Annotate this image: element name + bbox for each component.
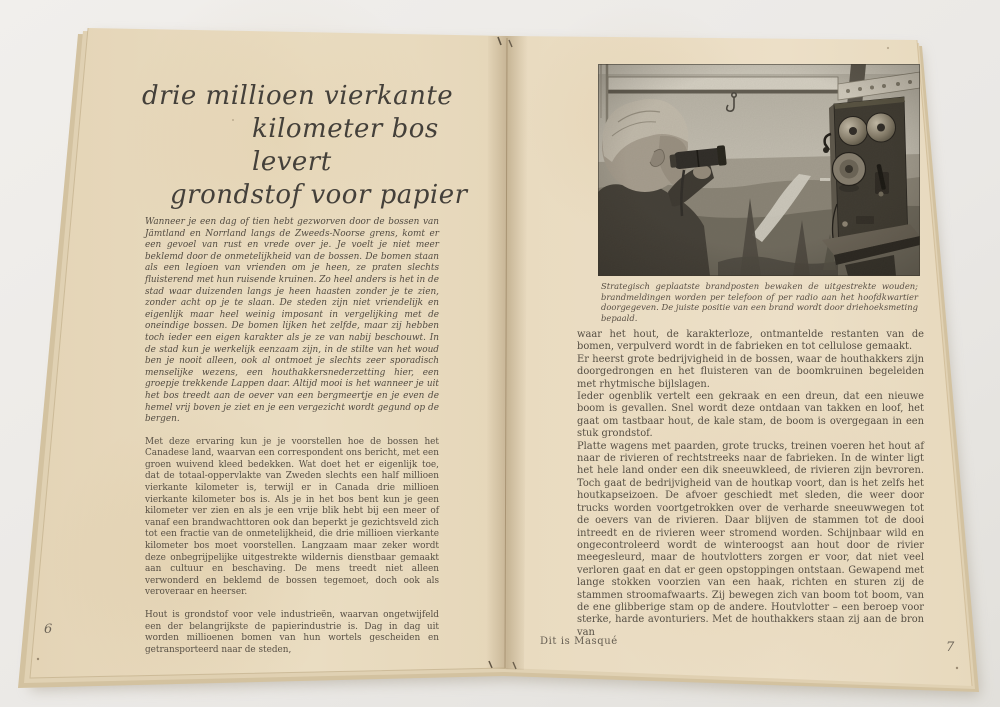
left-page-body [145, 217, 439, 656]
speck [37, 658, 39, 660]
speck [887, 47, 889, 49]
body-paragraph: Ieder ogenblik vertelt een gekraak en een dreun, dat een nieuwe boom is gevallen. Snel wordt deze ontdaan van takken en loof, het gaat om tastbaar hout, de kale stam, de boom is overgegaan in een stuk grondstof. [577, 391, 924, 440]
lookout-photo-art [598, 64, 920, 276]
title-line-1: drie millioen vierkante [142, 81, 454, 111]
running-footer: Dit is Masqué [540, 636, 618, 647]
body-paragraph: Hout is grondstof voor vele industrieën, waarvan ongetwijfeld een der belangrijkste de papierindustrie is. Dag in dag uit worden millioenen bomen van hun wortels gescheiden en getransporteerd naar de steden, [145, 610, 439, 655]
title-line-3: grondstof voor papier [170, 180, 468, 210]
speck [956, 667, 958, 669]
photo-grain [598, 64, 920, 276]
page-number-left: 6 [44, 622, 53, 637]
body-paragraph: Platte wagens met paarden, grote trucks, treinen voeren het hout af naar de rivieren of rechtstreeks naar de fabrieken. In de winter ligt het hele land onder een dik sneeuwkleed, de rivieren zijn bevroren. Toch gaat de bedrijvigheid van de houtkap voort, dan is het zelfs het houtkapseizoen. De afvoer geschiedt met sleden, die weer door trucks worden voortgetrokken over de verharde sneeuwwegen tot de oevers van de rivieren. Daar blijven de stammen tot de dooi intreedt en de rivieren weer stromend worden. Schijnbaar wild en ongecontroleerd wordt de winteroogst aan hout door de rivier meegesleurd, maar de houtvlotters zorgen er voor, dat niet veel verloren gaat en dat er geen opstoppingen ontstaan. Gewapend met lange stokken voorzien van een haak, richten en sturen zij de stammen stroomafwaarts. Zij bewegen zich van boom tot boom, van de ene glibberige stam op de andere. Houtvlotter – een beroep voor sterke, harde avonturiers. Met de houthakkers staan zij aan de bron van [577, 440, 924, 638]
intro-paragraph: Wanneer je een dag of tien hebt gezworven door de bossen van Jämtland en Norrland langs de Zweeds-Noorse grens, komt er een gevoel van rust en vrede over je. Je voelt je niet meer beklemd door de onmetelijkheid van de bossen. De bomen staan als een legioen van vrienden om je heen, ze praten slechts fluisterend met hun ruisende kruinen. Zo heel anders is het in de stad waar duizenden langs je heen haasten zonder je te zien, zonder acht op je te slaan. De steden zijn niet vriendelijk en eigenlijk maar heel weinig imposant in vergelijking met de oneindige bossen. De bomen lijken het zelfde, maar zij hebben toch ieder een eigen karakter als je ze van nabij beschouwt. In de stad kun je werkelijk eenzaam zijn, in de stilte van het woud ben je nooit alleen, ook al ontmoet je slechts zeer sporadisch menselijke wezens, een houthakkersnederzetting hier, een groepje trekkende Lappen daar. Altijd mooi is het wanneer je uit het bos treedt aan de oever van een bergmeertje en je even de hemel vrij boven je ziet en je een vergezicht wordt gegund op de bergen. [145, 217, 439, 425]
title-line-2: kilometer bos levert [252, 114, 439, 177]
photo-caption: Strategisch geplaatste brandposten bewaken de uitgestrekte wouden; brandmeldingen worden per telefoon of per radio aan het hoofdkwartier doorgegeven. De juiste positie van een brand wordt door driehoeksmeting bepaald. [601, 281, 918, 323]
page-number-right: 7 [946, 640, 955, 655]
body-paragraph: Met deze ervaring kun je je voorstellen hoe de bossen het Canadese land, waarvan een correspondent ons bericht, met een groen wuivend kleed bedekken. Wat doet het er eigenlijk toe, dat de totaal-oppervlakte van Zweden slechts een half millioen vierkante kilometer is, terwijl er in Canada drie millioen vierkante kilometer bos is. Als je in het bos bent kun je geen kilometer ver zien en als je een vrije blik hebt bij een meer of vanaf een brandwachttoren ook dan beperkt je gezichtsveld zich tot een fractie van de onmetelijkheid, die drie millioen vierkante kilometer bos moet voorstellen. Langzaam maar zeker wordt deze onbegrijpelijke uitgestrekte wildernis dienstbaar gemaakt aan cultuur en beschaving. De mens treedt niet alleen verwonderd en beklemd de bossen tegemoet, doch ook als veroveraar en heerser. [145, 436, 439, 598]
article-title [140, 80, 485, 212]
body-paragraph: Er heerst grote bedrijvigheid in de bossen, waar de houthakkers zijn doorgedrongen en het fluisteren van de boomkruinen begeleiden met rhytmische bijlslagen. [577, 353, 924, 390]
right-page-body [577, 329, 924, 639]
lookout-photo [598, 64, 920, 276]
body-paragraph: waar het hout, de karakterloze, ontmantelde restanten van de bomen, verpulverd wordt in de fabrieken en tot cellulose gemaakt. [577, 329, 924, 353]
